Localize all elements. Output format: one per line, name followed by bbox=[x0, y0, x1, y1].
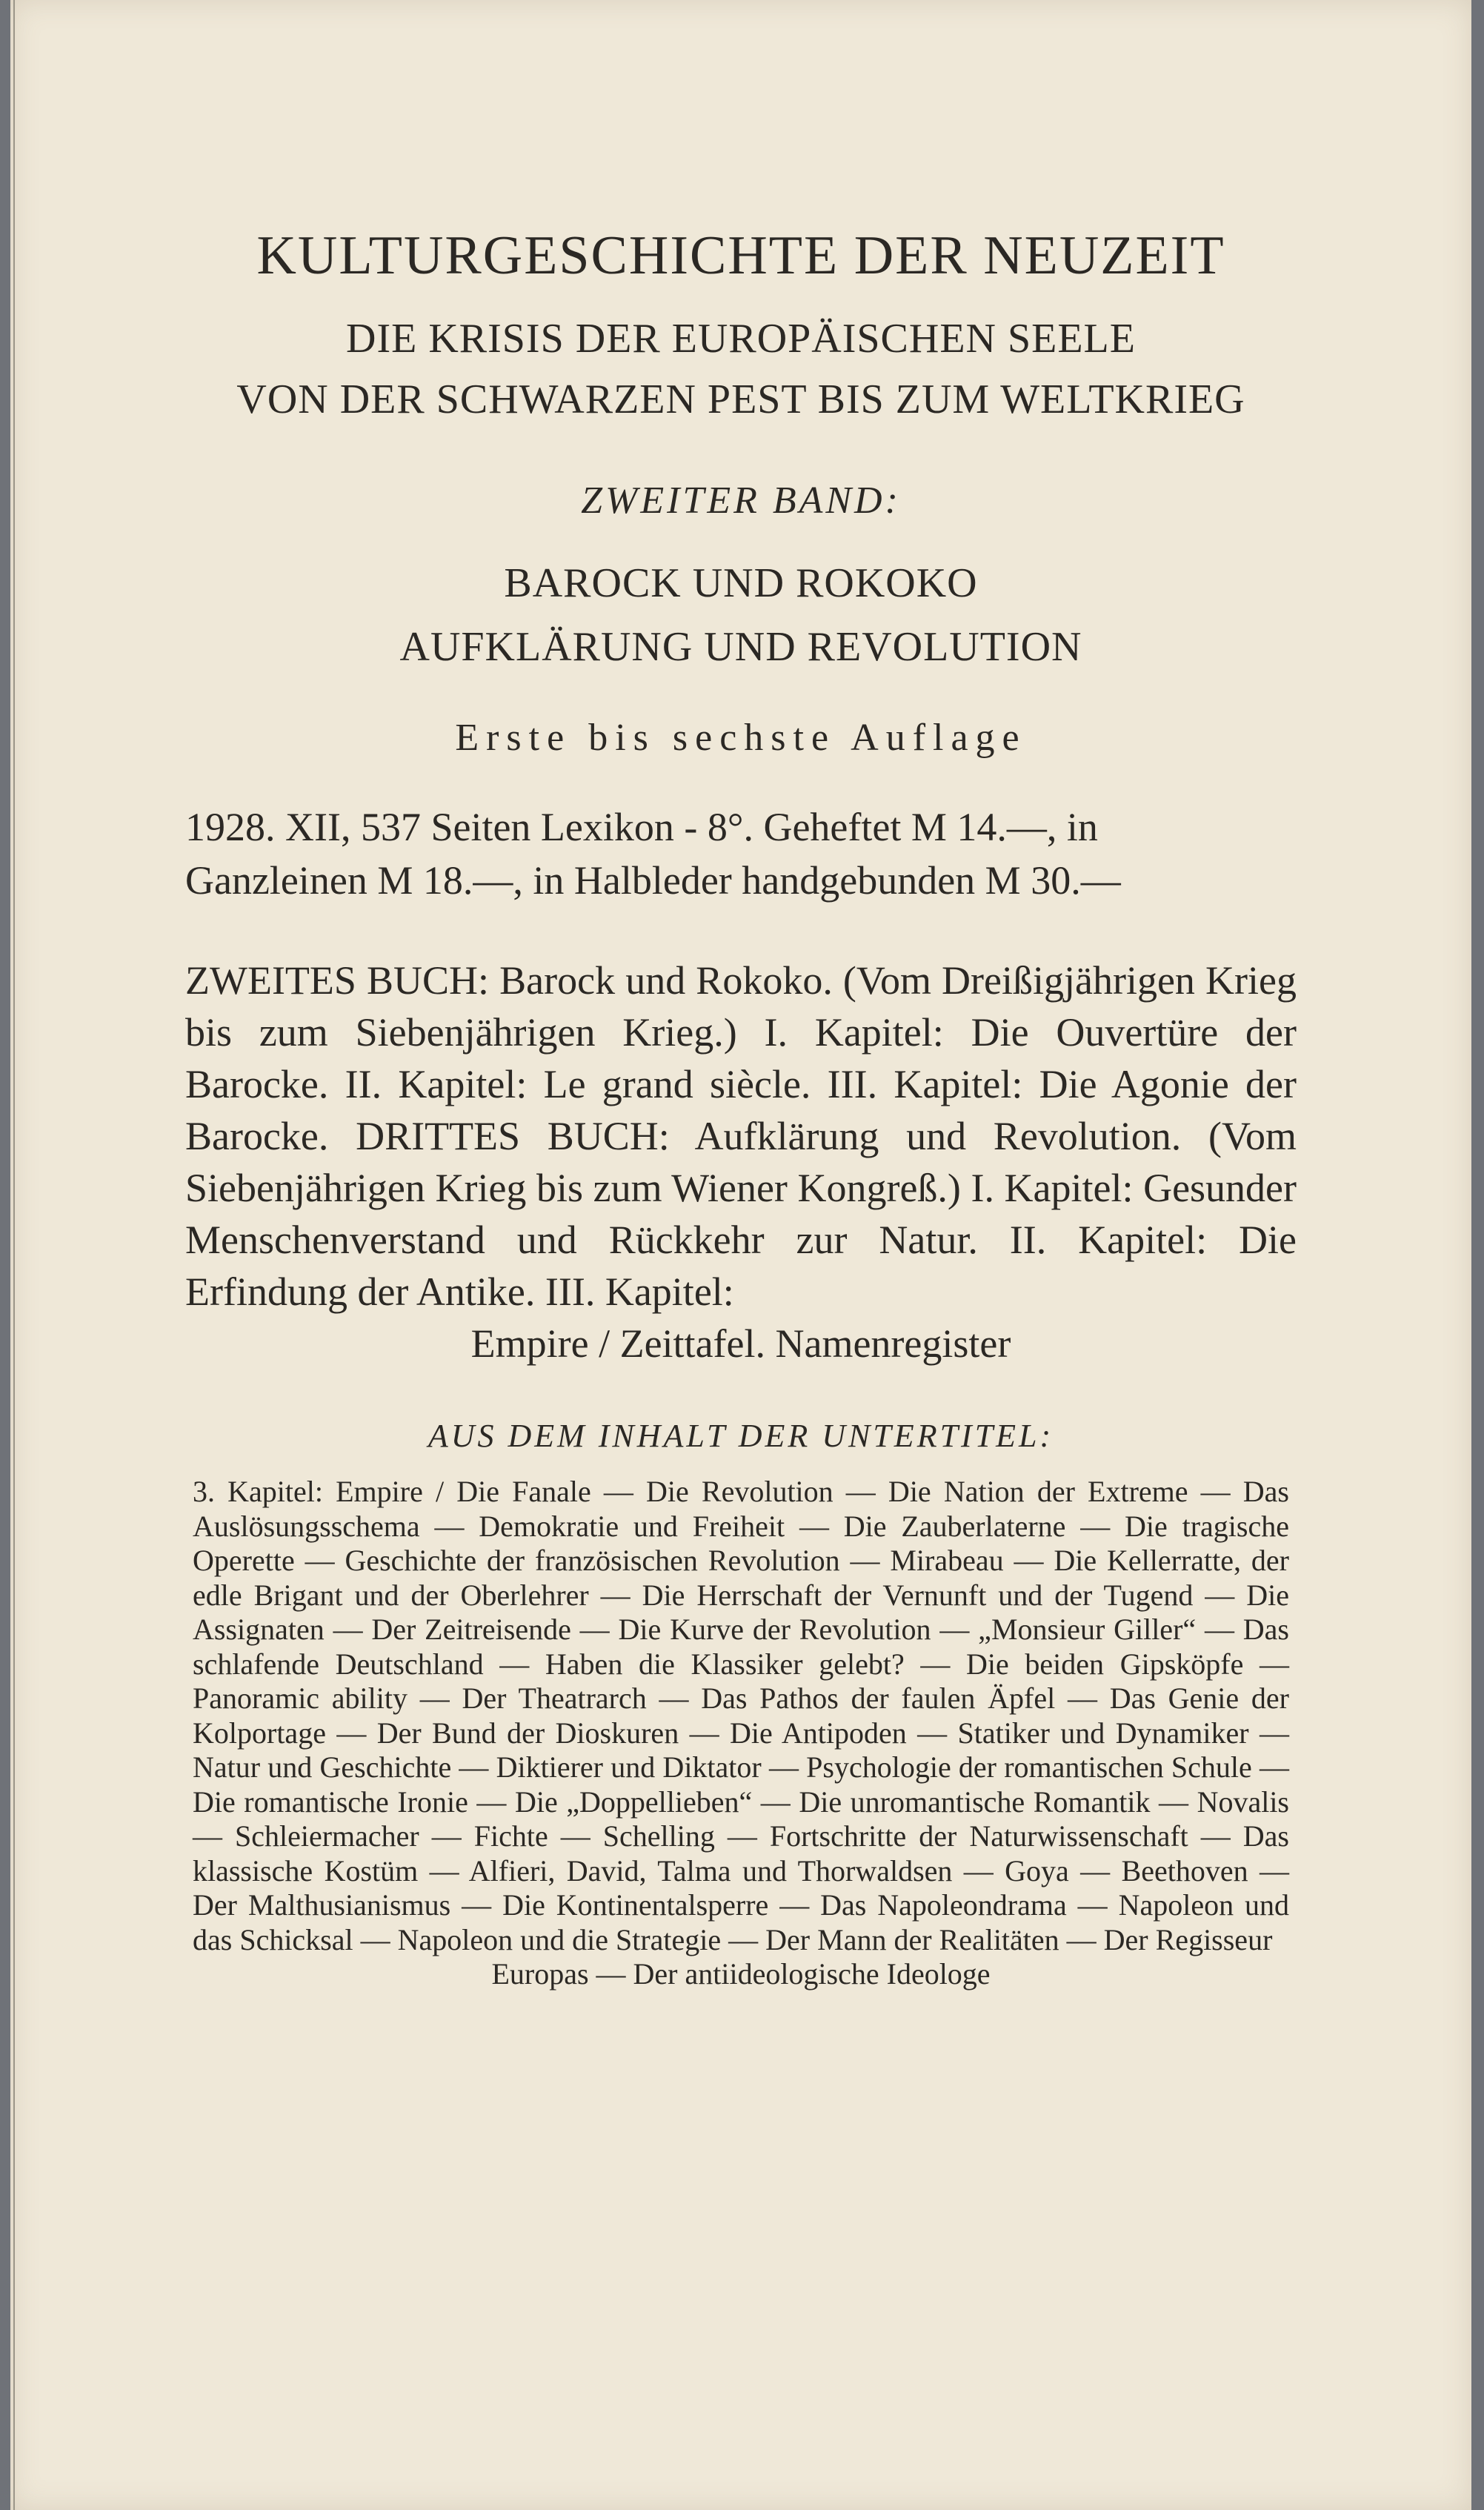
excerpt-body: 3. Kapitel: Empire / Die Fanale — Die Revolution — Die Nation der Extreme — Das Auslösungsschema — Demokratie und Freiheit — Die Zauberlaterne — Die tragische Operette — Geschichte der französischen Revolution — Mirabeau — Die Kellerratte, der edle Brigant und der Oberlehrer — Die Herrschaft der Vernunft und der Tugend — Die Assignaten — Der Zeitreisende — Die Kurve der Revolution — „Monsieur Giller“ — Das schlafende Deutschland — Haben die Klassiker gelebt? — Die beiden Gipsköpfe — Panoramic ability — Der Theatrarch — Das Pathos der faulen Äpfel — Das Genie der Kolportage — Der Bund der Dioskuren — Die Antipoden — Statiker und Dynamiker — Natur und Geschichte — Diktierer und Diktator — Psychologie der romantischen Schule — Die romantische Ironie — Die „Doppellieben“ — Die unromantische Romantik — Novalis — Schleiermacher — Fichte — Schelling — Fortschritte der Naturwissenschaft — Das klassische Kostüm — Alfieri, David, Talma und Thorwaldsen — Goya — Beethoven — Der Malthusianismus — Die Kontinentalsperre — Das Napoleondrama — Napoleon und das Schicksal — Napoleon und die Strategie — Der Mann der Realitäten — Der Regisseur bbox=[193, 1475, 1289, 1956]
book-page bbox=[10, 0, 1471, 2510]
table-of-contents-last-line: Empire / Zeittafel. Namenregister bbox=[470, 1321, 1011, 1366]
volume-label: ZWEITER BAND: bbox=[581, 479, 901, 522]
table-of-contents: ZWEITES BUCH: Barock und Rokoko. (Vom Dreißigjährigen Krieg bis zum Siebenjährigen Krieg.) I. Kapitel: Die Ouvertüre der Barocke. II. Kapitel: Le grand siècle. III. Kapitel: Die Agonie der Barocke. DRITTES BUCH: Aufklärung und Revolution. (Vom Siebenjährigen Krieg bis zum Wiener Kongreß.) I. Kapitel: Gesunder Menschenverstand und Rückkehr zur Natur. II. Kapitel: Die Erfindung der Antike. III. Kapitel: bbox=[185, 958, 1297, 1314]
main-title: KULTURGESCHICHTE DER NEUZEIT bbox=[256, 225, 1225, 286]
volume-title-line-2: AUFKLÄRUNG UND REVOLUTION bbox=[399, 624, 1082, 670]
page-binding-edge bbox=[13, 0, 15, 2510]
publication-line-2: Ganzleinen M 18.—, in Halbleder handgebunden M 30.— bbox=[185, 858, 1121, 903]
page-content bbox=[185, 222, 1297, 1991]
subtitle-line-1: DIE KRISIS DER EUROPÄISCHEN SEELE bbox=[346, 316, 1136, 362]
excerpt-last-line: Europas — Der antiideologische Ideologe bbox=[491, 1957, 991, 1991]
volume-title-line-1: BAROCK UND ROKOKO bbox=[504, 560, 978, 606]
subtitle-line-2: VON DER SCHWARZEN PEST BIS ZUM WELTKRIEG bbox=[236, 376, 1245, 422]
publication-details bbox=[185, 800, 1297, 907]
edition-note: Erste bis sechste Auflage bbox=[455, 717, 1027, 759]
publication-line-1: 1928. XII, 537 Seiten Lexikon - 8°. Geheftet M 14.—, in bbox=[185, 805, 1098, 849]
excerpt-heading: AUS DEM INHALT DER UNTERTITEL: bbox=[427, 1418, 1054, 1454]
